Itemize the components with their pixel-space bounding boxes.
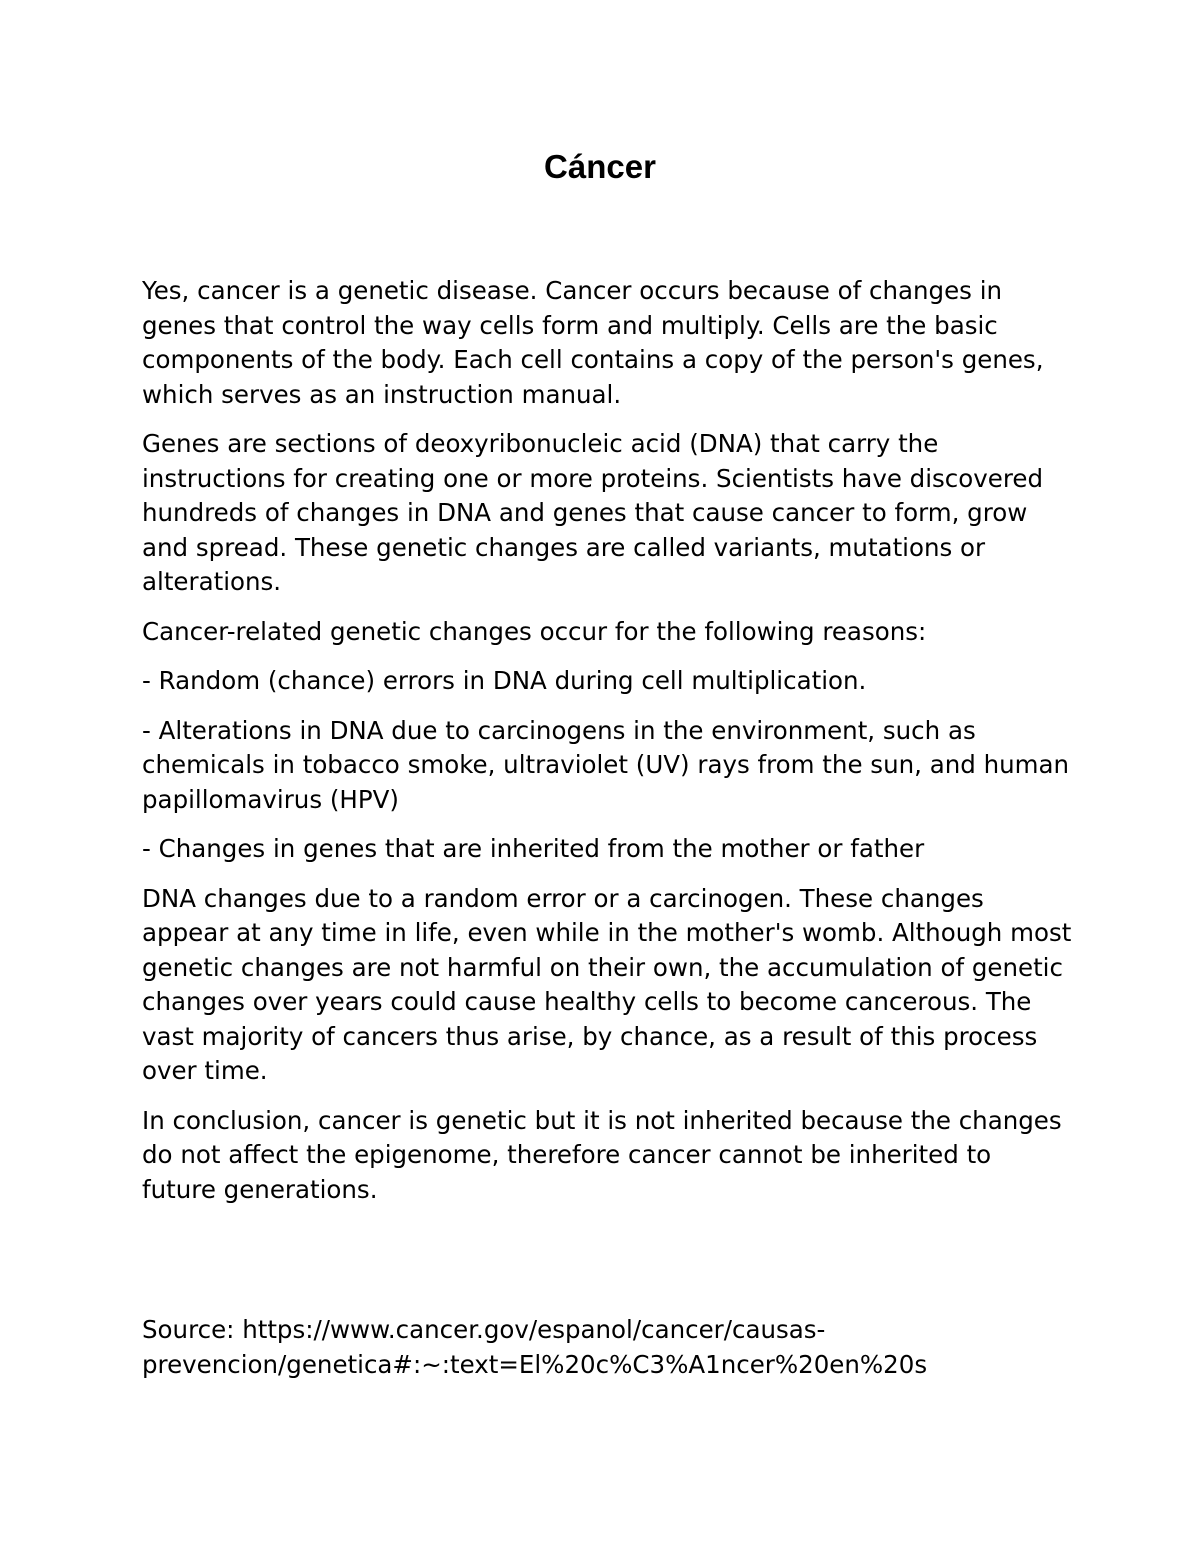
source-line-1: Source: https://www.cancer.gov/espanol/cancer/causas- <box>142 1315 826 1344</box>
list-item-carcinogens: - Alterations in DNA due to carcinogens in the environment, such as chemicals in tobacco smoke, ultraviolet (UV) rays from the sun, and human papillomavirus (HPV) <box>142 715 1070 814</box>
paragraph-conclusion: In conclusion, cancer is genetic but it is not inherited because the changes do not affect the epigenome, therefore cancer cannot be inherited to future generations. <box>142 1105 1062 1204</box>
paragraph-genes: Genes are sections of deoxyribonucleic acid (DNA) that carry the instructions for creating one or more proteins. Scientists have discovered hundreds of changes in DNA and genes that cause cancer to form, grow and spread. These genetic changes are called variants, mutations or alterations. <box>142 429 1043 596</box>
list-item-random-errors: - Random (chance) errors in DNA during cell multiplication. <box>142 666 867 695</box>
page-title: Cáncer <box>544 148 656 185</box>
paragraph-intro: Yes, cancer is a genetic disease. Cancer occurs because of changes in genes that control the way cells form and multiply. Cells are the basic components of the body. Each cell contains a copy of the person's genes, which serves as an instruction manual. <box>142 276 1044 409</box>
source-line-2: prevencion/genetica#:~:text=El%20c%C3%A1ncer%20en%20s <box>142 1349 928 1379</box>
source-citation <box>142 1313 1122 1382</box>
document-body <box>142 274 1072 1222</box>
list-item-inherited: - Changes in genes that are inherited from the mother or father <box>142 834 925 863</box>
paragraph-reasons-intro: Cancer-related genetic changes occur for the following reasons: <box>142 616 927 646</box>
paragraph-dna-changes: DNA changes due to a random error or a carcinogen. These changes appear at any time in life, even while in the mother's womb. Although most genetic changes are not harmful on their own, the accumulation of genetic changes over years could cause healthy cells to become cancerous. The vast majority of cancers thus arise, by chance, as a result of this process over time. <box>142 883 1072 1085</box>
